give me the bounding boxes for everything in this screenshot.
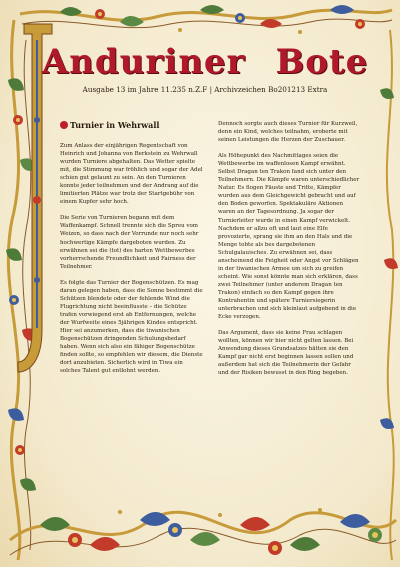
article-paragraph: Das Argument, dass sie keine Frau schlagen wollten, können wir hier nicht gelten lassen. Bei Anwendung dieses Grundsatzes hätten sie den Kampf gar nicht erst beginnen lassen sollen und außerdem hat sich die Teilnehmerin der Gefahr und der Risiken bewusst in den Ring begeben. (218, 330, 354, 377)
newspaper-title (40, 42, 370, 82)
left-vine-inner (23, 40, 31, 550)
masthead (40, 42, 370, 94)
article-paragraph: Es folgte das Turnier der Bogenschützen. Es mag daran gelegen haben, dass die Sonne bestimmt die Schützen blendete oder der fehlende Wind die Flugrichtung nicht beeinflusste – die Schütze trafen vorwiegend erst ab Entfernungen, welche der Wurfweite eines 5jährigen Kindes entspricht. Hier sei anzumerken, dass die tiwanischen Bogenschützen dringenden Schulungsbedarf haben. Wenn sich also ein fähiger Bogenschütze finden sollte, so empfehlen wir diesem, die Dienste dort anzubieten. Sicherlich wird in Tiwa ein solches Talent gut entlohnt werden. (60, 279, 203, 375)
article-paragraph: Die Serie von Turnieren begann mit dem Waffenkampf. Schnell trennte sich die Spreu vom Weizen, so dass nach der Vorrunde nur noch sehr hochwertige Kämpfe dargeboten wurden. Zu erwähnen sei die (tot) des harten Wettbewerbes vorherrschende Freundlichkeit und Fairness der Teilnehmer. (60, 215, 199, 270)
article-paragraph: Als Höhepunkt des Nachmittages seien die Wettbewerbe im waffenlosen Kampf erwähnt. Selbst Dragan ten Trakon fand sich unter den Teilnehmern. Die Kämpfe waren unterschiedlicher Natur. Es flogen Fäuste und Tritte, Kämpfer wurden aus dem Gleichgewicht gebracht und auf den Boden geworfen. Spektakuläre Aktionen waren an der Tagesordnung. Ja sogar der Turnierleiter wurde in einen Kampf verwickelt. Nachdem er allzu oft und laut eine Elfe provozierte, sprang sie ihm an den Hals und die Menge tobte als bes dargebotenen Schulgalauisches. Zu erwähnen sei, dass anscheinend die Feigheit oder Angst vor Schlägen in der tiwanischen Armee um sich zu greifen scheint. Wie sonst könnte man sich erklären, dass zwei Teilnehmer (unter anderem Dragan ten Trakon) einfach so den Kampf gegen ihre Kontrahentin und spätere Turniersiegerin unterbrachen und sich kleinlaut aufgebend in die Ecke verzogen. (218, 153, 360, 321)
left-vine (8, 20, 19, 560)
edition-line: Ausgabe 13 im Jahre 11.235 n.Z.F | Archivzeichen Bo201213 Extra (82, 85, 328, 94)
article-paragraph: Zum Anlass der einjährigen Regentschaft von Heinrich und Johanna von Berkstein zu Wehrwall wurden Turniere abgehalten. Das Wetter spielte mit, die Stimmung war fröhlich und sogar der Adel schien gut gelaunt zu sein. An den Turnieren konnte jeder teilnehmen und der Andrang auf die limitierten Plätze war trotz der Startgebühr von einem Kupfer sehr hoch. (60, 143, 203, 206)
title-first-word: Anduriner (41, 42, 246, 82)
article-heading-text: Turnier in Wehrwall (70, 120, 160, 130)
title-second-word: Bote (275, 42, 369, 82)
right-vine (387, 30, 394, 560)
heading-rose-icon (60, 121, 68, 129)
article-paragraph: Dennoch sorgte auch dieses Turnier für Kurzweil, denn ein Kind, welches teilnahm, eroberte mit seinen Leistungen die Herzen der Zuschauer. (218, 121, 358, 144)
top-vine-inner (22, 19, 392, 28)
article-left-column (60, 120, 205, 383)
article-heading (60, 120, 205, 130)
article-right-column (218, 120, 362, 385)
